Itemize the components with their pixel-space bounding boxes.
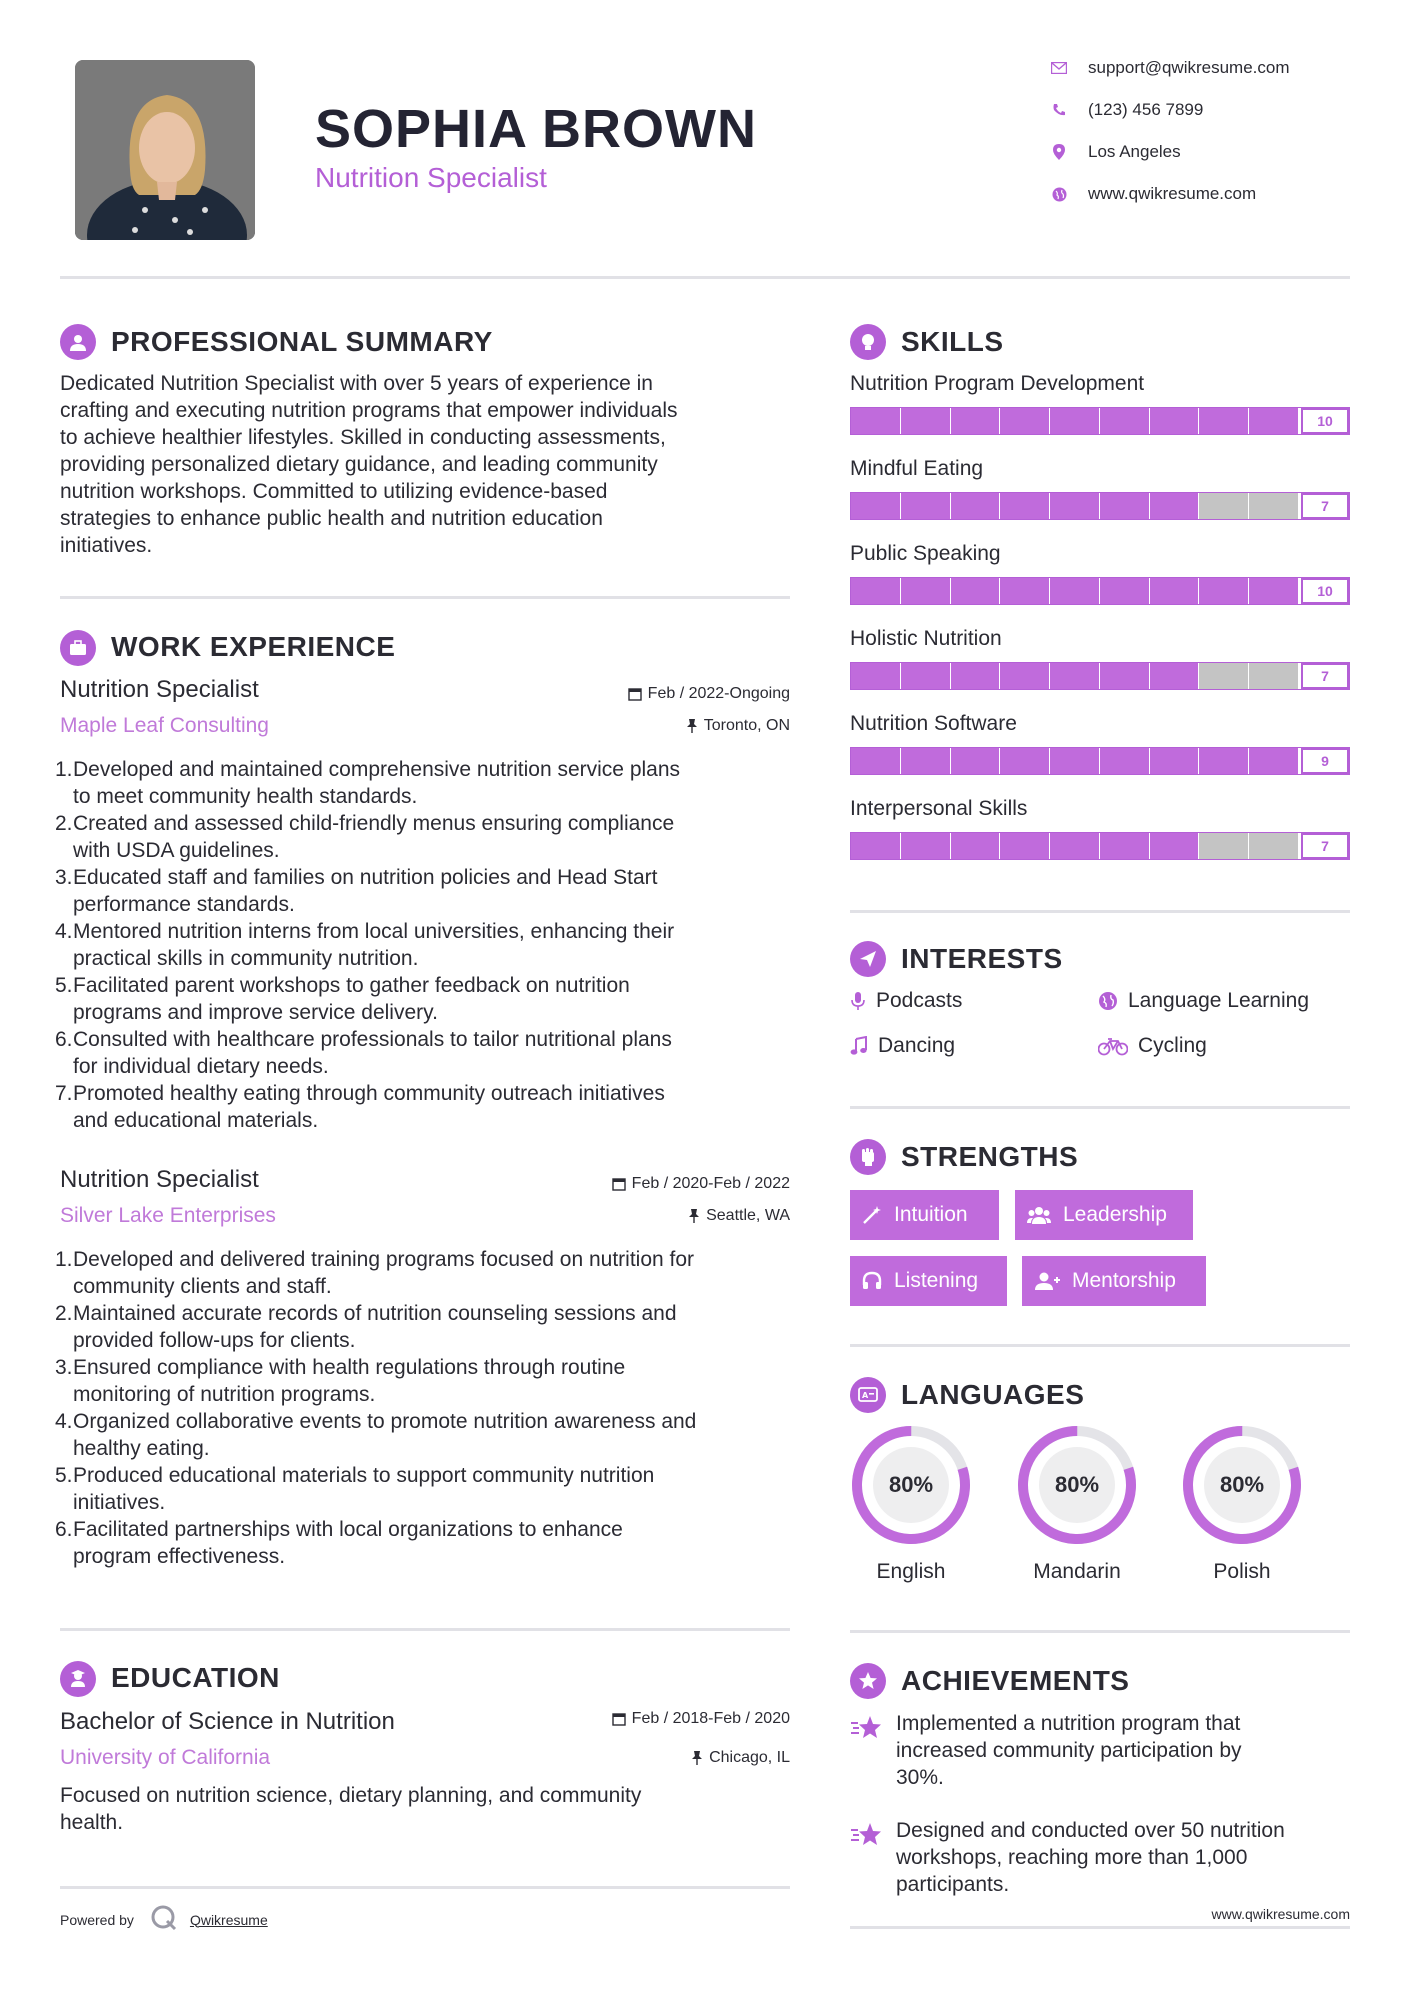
strengths-heading: STRENGTHS (901, 1141, 1079, 1172)
music-note-icon (850, 1036, 868, 1056)
calendar-icon (628, 687, 642, 701)
skill-bar-segment (1050, 408, 1100, 434)
education-line: health. (60, 1811, 124, 1834)
skill-label: Mindful Eating (850, 457, 984, 480)
candidate-title: Nutrition Specialist (315, 162, 547, 193)
globe-icon (1098, 991, 1118, 1011)
skill-bar-segment (1199, 493, 1249, 519)
language-ring (1016, 1424, 1138, 1546)
lightbulb-icon (850, 324, 886, 360)
skill-level-bar (850, 577, 1350, 605)
contact-website[interactable] (1050, 184, 1256, 204)
skill-level-bar (850, 662, 1350, 690)
skill-bar-segment (1100, 833, 1150, 859)
language-percent: 80% (888, 1472, 934, 1497)
education-date-text: Feb / 2018-Feb / 2020 (631, 1710, 790, 1727)
skill-level-bar (850, 407, 1350, 435)
skill-level-value: 10 (1301, 578, 1349, 604)
skill-label: Nutrition Program Development (850, 372, 1145, 395)
contact-location-text: Los Angeles (1088, 142, 1181, 161)
strengths-divider (850, 1344, 1350, 1347)
globe-icon (1050, 185, 1068, 203)
job-date-text: Feb / 2020-Feb / 2022 (631, 1175, 790, 1192)
interest-label: Cycling (1138, 1034, 1207, 1057)
pushpin-icon (686, 719, 698, 733)
company-name: Silver Lake Enterprises (60, 1204, 276, 1227)
powered-by (60, 1904, 268, 1935)
list-item: 4. Organized collaborative events to promote nutrition awareness and healthy eating. (55, 1410, 697, 1460)
skill-bar-segment (1199, 408, 1249, 434)
skill-bar-segment (1249, 493, 1299, 519)
languages-heading: LANGUAGES (901, 1379, 1085, 1410)
users-icon (1027, 1205, 1051, 1225)
skill-bar-segment (1199, 663, 1249, 689)
skill-bar-segment (1050, 663, 1100, 689)
graduation-icon (60, 1661, 96, 1697)
contact-location (1050, 142, 1181, 162)
footer-divider (850, 1926, 1350, 1929)
interests-divider (850, 1106, 1350, 1109)
interest-item (1098, 1034, 1207, 1058)
skill-bar-segment (1050, 493, 1100, 519)
summary-line: strategies to enhance public health and nutrition education (60, 507, 603, 530)
skill-bar-segment (1050, 833, 1100, 859)
paper-plane-icon (850, 941, 886, 977)
user-plus-icon (1034, 1271, 1060, 1291)
skill-bar-segment (901, 578, 951, 604)
skill-bar-segment (1100, 493, 1150, 519)
skill-bar-segment (1000, 493, 1050, 519)
language-icon (850, 1377, 886, 1413)
microphone-icon (850, 991, 866, 1011)
skill-bar-segment (1249, 578, 1299, 604)
strength-chip (1015, 1190, 1193, 1240)
job-title: Nutrition Specialist (60, 676, 259, 703)
qwikresume-logo-icon (150, 1904, 178, 1935)
job-title: Nutrition Specialist (60, 1166, 259, 1193)
list-item: 6. Facilitated partnerships with local organizations to enhance program effectiveness. (55, 1518, 623, 1568)
contact-phone[interactable] (1050, 100, 1203, 120)
summary-line: providing personalized dietary guidance, and leading community (60, 453, 658, 476)
svg-text:A: A (862, 1391, 869, 1400)
education-heading: EDUCATION (111, 1662, 280, 1693)
list-item: 1. Developed and maintained comprehensive nutrition service plans to meet community health standards. (55, 758, 681, 808)
skill-bar-segment (1150, 493, 1200, 519)
header-divider (60, 276, 1350, 279)
skill-bar-segment (1000, 833, 1050, 859)
strength-label: Leadership (1063, 1203, 1167, 1226)
experience-divider (60, 1628, 790, 1631)
strength-chip (850, 1256, 1007, 1306)
summary-line: initiatives. (60, 534, 153, 557)
magic-wand-icon (862, 1205, 882, 1225)
skill-bar-segment (851, 408, 901, 434)
pushpin-icon (691, 1751, 703, 1765)
skill-level-bar (850, 492, 1350, 520)
job-date-text: Feb / 2022-Ongoing (647, 685, 790, 702)
map-marker-icon (1050, 143, 1068, 161)
brand-link[interactable]: Qwikresume (189, 1911, 268, 1928)
summary-text (60, 370, 800, 559)
list-item: 6. Consulted with healthcare professionals to tailor nutritional plans for individual dietary needs. (55, 1028, 672, 1078)
powered-by-text: Powered by (60, 1911, 134, 1928)
skill-bar-segment (951, 748, 1001, 774)
calendar-icon (612, 1177, 626, 1191)
job-date (500, 1175, 790, 1193)
skill-bar-segment (951, 663, 1001, 689)
briefcase-icon (60, 630, 96, 666)
skill-bar-segment (851, 578, 901, 604)
strength-label: Intuition (894, 1203, 968, 1226)
footer-website[interactable]: www.qwikresume.com (1211, 1906, 1350, 1922)
skill-bar-segment (901, 833, 951, 859)
skill-level-value: 7 (1301, 663, 1349, 689)
language-label: Mandarin (1033, 1560, 1121, 1583)
skill-bar-segment (851, 748, 901, 774)
job-location-text: Toronto, ON (703, 717, 790, 734)
skill-level-value: 9 (1301, 748, 1349, 774)
candidate-name: SOPHIA BROWN (315, 99, 757, 159)
achievement-text: Designed and conducted over 50 nutrition workshops, reaching more than 1,000 participants. (896, 1819, 1285, 1896)
list-item: 4. Mentored nutrition interns from local universities, enhancing their practical skills in community nutrition. (55, 920, 675, 970)
language-label: Polish (1213, 1560, 1271, 1583)
achievement-text: Implemented a nutrition program that increased community participation by 30%. (896, 1712, 1242, 1789)
list-item: 7. Promoted healthy eating through community outreach initiatives and educational materials. (55, 1082, 665, 1132)
company-name: Maple Leaf Consulting (60, 714, 269, 737)
strength-chip (1022, 1256, 1206, 1306)
list-item: 1. Developed and delivered training programs focused on nutrition for community clients and staff. (55, 1248, 695, 1298)
skill-bar-segment (901, 493, 951, 519)
skill-bar-segment (851, 833, 901, 859)
skill-bar-segment (951, 833, 1001, 859)
phone-icon (1050, 101, 1068, 119)
list-item: 5. Facilitated parent workshops to gather feedback on nutrition programs and improve service delivery. (55, 974, 630, 1024)
language-ring (850, 1424, 972, 1546)
skill-level-bar (850, 832, 1350, 860)
list-item: 3. Ensured compliance with health regulations through routine monitoring of nutrition programs. (55, 1356, 626, 1406)
contact-email-text: support@qwikresume.com (1088, 58, 1290, 77)
summary-line: nutrition workshops. Committed to utilizing evidence-based (60, 480, 608, 503)
interest-item (1098, 989, 1309, 1013)
skill-bar-segment (1199, 748, 1249, 774)
summary-heading: PROFESSIONAL SUMMARY (111, 326, 493, 357)
interest-label: Dancing (878, 1034, 956, 1057)
skill-level-bar (850, 747, 1350, 775)
skill-bar-segment (1000, 578, 1050, 604)
job-duties-list (55, 756, 795, 1134)
skill-label: Nutrition Software (850, 712, 1017, 735)
envelope-icon (1050, 59, 1068, 77)
skill-bar-segment (1249, 663, 1299, 689)
skill-bar-segment (1150, 578, 1200, 604)
pushpin-icon (688, 1209, 700, 1223)
summary-line: to achieve healthier lifestyles. Skilled in conducting assessments, (60, 426, 666, 449)
star-icon (850, 1714, 884, 1742)
job-date (500, 685, 790, 703)
achievements-heading: ACHIEVEMENTS (901, 1665, 1130, 1696)
profile-photo (75, 60, 255, 240)
skill-bar-segment (1000, 663, 1050, 689)
skill-bar-segment (1100, 408, 1150, 434)
skill-label: Holistic Nutrition (850, 627, 1002, 650)
summary-line: crafting and executing nutrition programs that empower individuals (60, 399, 678, 422)
language-ring (1181, 1424, 1303, 1546)
skill-bar-segment (901, 408, 951, 434)
education-line: Focused on nutrition science, dietary planning, and community (60, 1784, 642, 1807)
education-location (500, 1749, 790, 1767)
summary-line: Dedicated Nutrition Specialist with over 5 years of experience in (60, 372, 653, 395)
skill-bar-segment (1150, 833, 1200, 859)
skills-heading: SKILLS (901, 326, 1004, 357)
skill-bar-segment (1050, 578, 1100, 604)
skill-bar-segment (951, 493, 1001, 519)
contact-phone-text: (123) 456 7899 (1088, 100, 1204, 119)
skill-bar-segment (1199, 833, 1249, 859)
achievement-item (850, 1817, 1350, 1898)
skill-level-value: 10 (1301, 408, 1349, 434)
headphones-icon (862, 1271, 882, 1291)
interests-heading: INTERESTS (901, 943, 1063, 974)
job-location (500, 1207, 790, 1225)
interest-item (850, 1034, 955, 1058)
strength-label: Listening (894, 1269, 979, 1292)
skill-level-value: 7 (1301, 493, 1349, 519)
strength-chip (850, 1190, 999, 1240)
skill-bar-segment (1100, 748, 1150, 774)
job-duties-list (55, 1246, 795, 1570)
fist-icon (850, 1139, 886, 1175)
contact-website-text: www.qwikresume.com (1088, 184, 1257, 203)
skill-bar-segment (951, 408, 1001, 434)
skill-bar-segment (1000, 748, 1050, 774)
education-location-text: Chicago, IL (709, 1749, 790, 1766)
skill-bar-segment (1199, 578, 1249, 604)
star-icon (850, 1821, 884, 1849)
contact-email[interactable] (1050, 58, 1290, 78)
summary-divider (60, 596, 790, 599)
skill-bar-segment (1050, 748, 1100, 774)
strength-label: Mentorship (1072, 1269, 1176, 1292)
list-item: 3. Educated staff and families on nutrition policies and Head Start performance standards. (55, 866, 658, 916)
skill-bar-segment (1249, 833, 1299, 859)
skill-bar-segment (901, 663, 951, 689)
education-description (60, 1782, 800, 1836)
skill-label: Public Speaking (850, 542, 1001, 565)
achievement-item (850, 1710, 1350, 1791)
skill-bar-segment (1000, 408, 1050, 434)
skill-bar-segment (1150, 748, 1200, 774)
school-name: University of California (60, 1746, 271, 1769)
education-date (500, 1710, 790, 1728)
job-location-text: Seattle, WA (706, 1207, 790, 1224)
skills-divider (850, 910, 1350, 913)
language-label: English (876, 1560, 946, 1583)
language-percent: 80% (1054, 1472, 1100, 1497)
list-item: 5. Produced educational materials to support community nutrition initiatives. (55, 1464, 655, 1514)
skill-level-value: 7 (1301, 833, 1349, 859)
list-item: 2. Maintained accurate records of nutrition counseling sessions and provided follow-ups for clients. (55, 1302, 677, 1352)
skill-bar-segment (1150, 663, 1200, 689)
degree-name: Bachelor of Science in Nutrition (60, 1708, 395, 1735)
skill-bar-segment (951, 578, 1001, 604)
interest-label: Podcasts (876, 989, 963, 1012)
skill-bar-segment (851, 663, 901, 689)
list-item: 2. Created and assessed child-friendly menus ensuring compliance with USDA guidelines. (55, 812, 675, 862)
calendar-icon (612, 1712, 626, 1726)
skill-bar-segment (851, 493, 901, 519)
interest-label: Language Learning (1128, 989, 1310, 1012)
user-icon (60, 324, 96, 360)
education-divider (60, 1886, 790, 1889)
languages-divider (850, 1630, 1350, 1633)
skill-bar-segment (901, 748, 951, 774)
skill-bar-segment (1100, 578, 1150, 604)
bicycle-icon (1098, 1036, 1128, 1056)
skill-label: Interpersonal Skills (850, 797, 1028, 820)
skill-bar-segment (1150, 408, 1200, 434)
skill-bar-segment (1249, 748, 1299, 774)
skill-bar-segment (1249, 408, 1299, 434)
job-location (500, 717, 790, 735)
language-percent: 80% (1219, 1472, 1265, 1497)
star-badge-icon (850, 1663, 886, 1699)
interest-item (850, 989, 962, 1013)
skill-bar-segment (1100, 663, 1150, 689)
experience-heading: WORK EXPERIENCE (111, 631, 396, 662)
